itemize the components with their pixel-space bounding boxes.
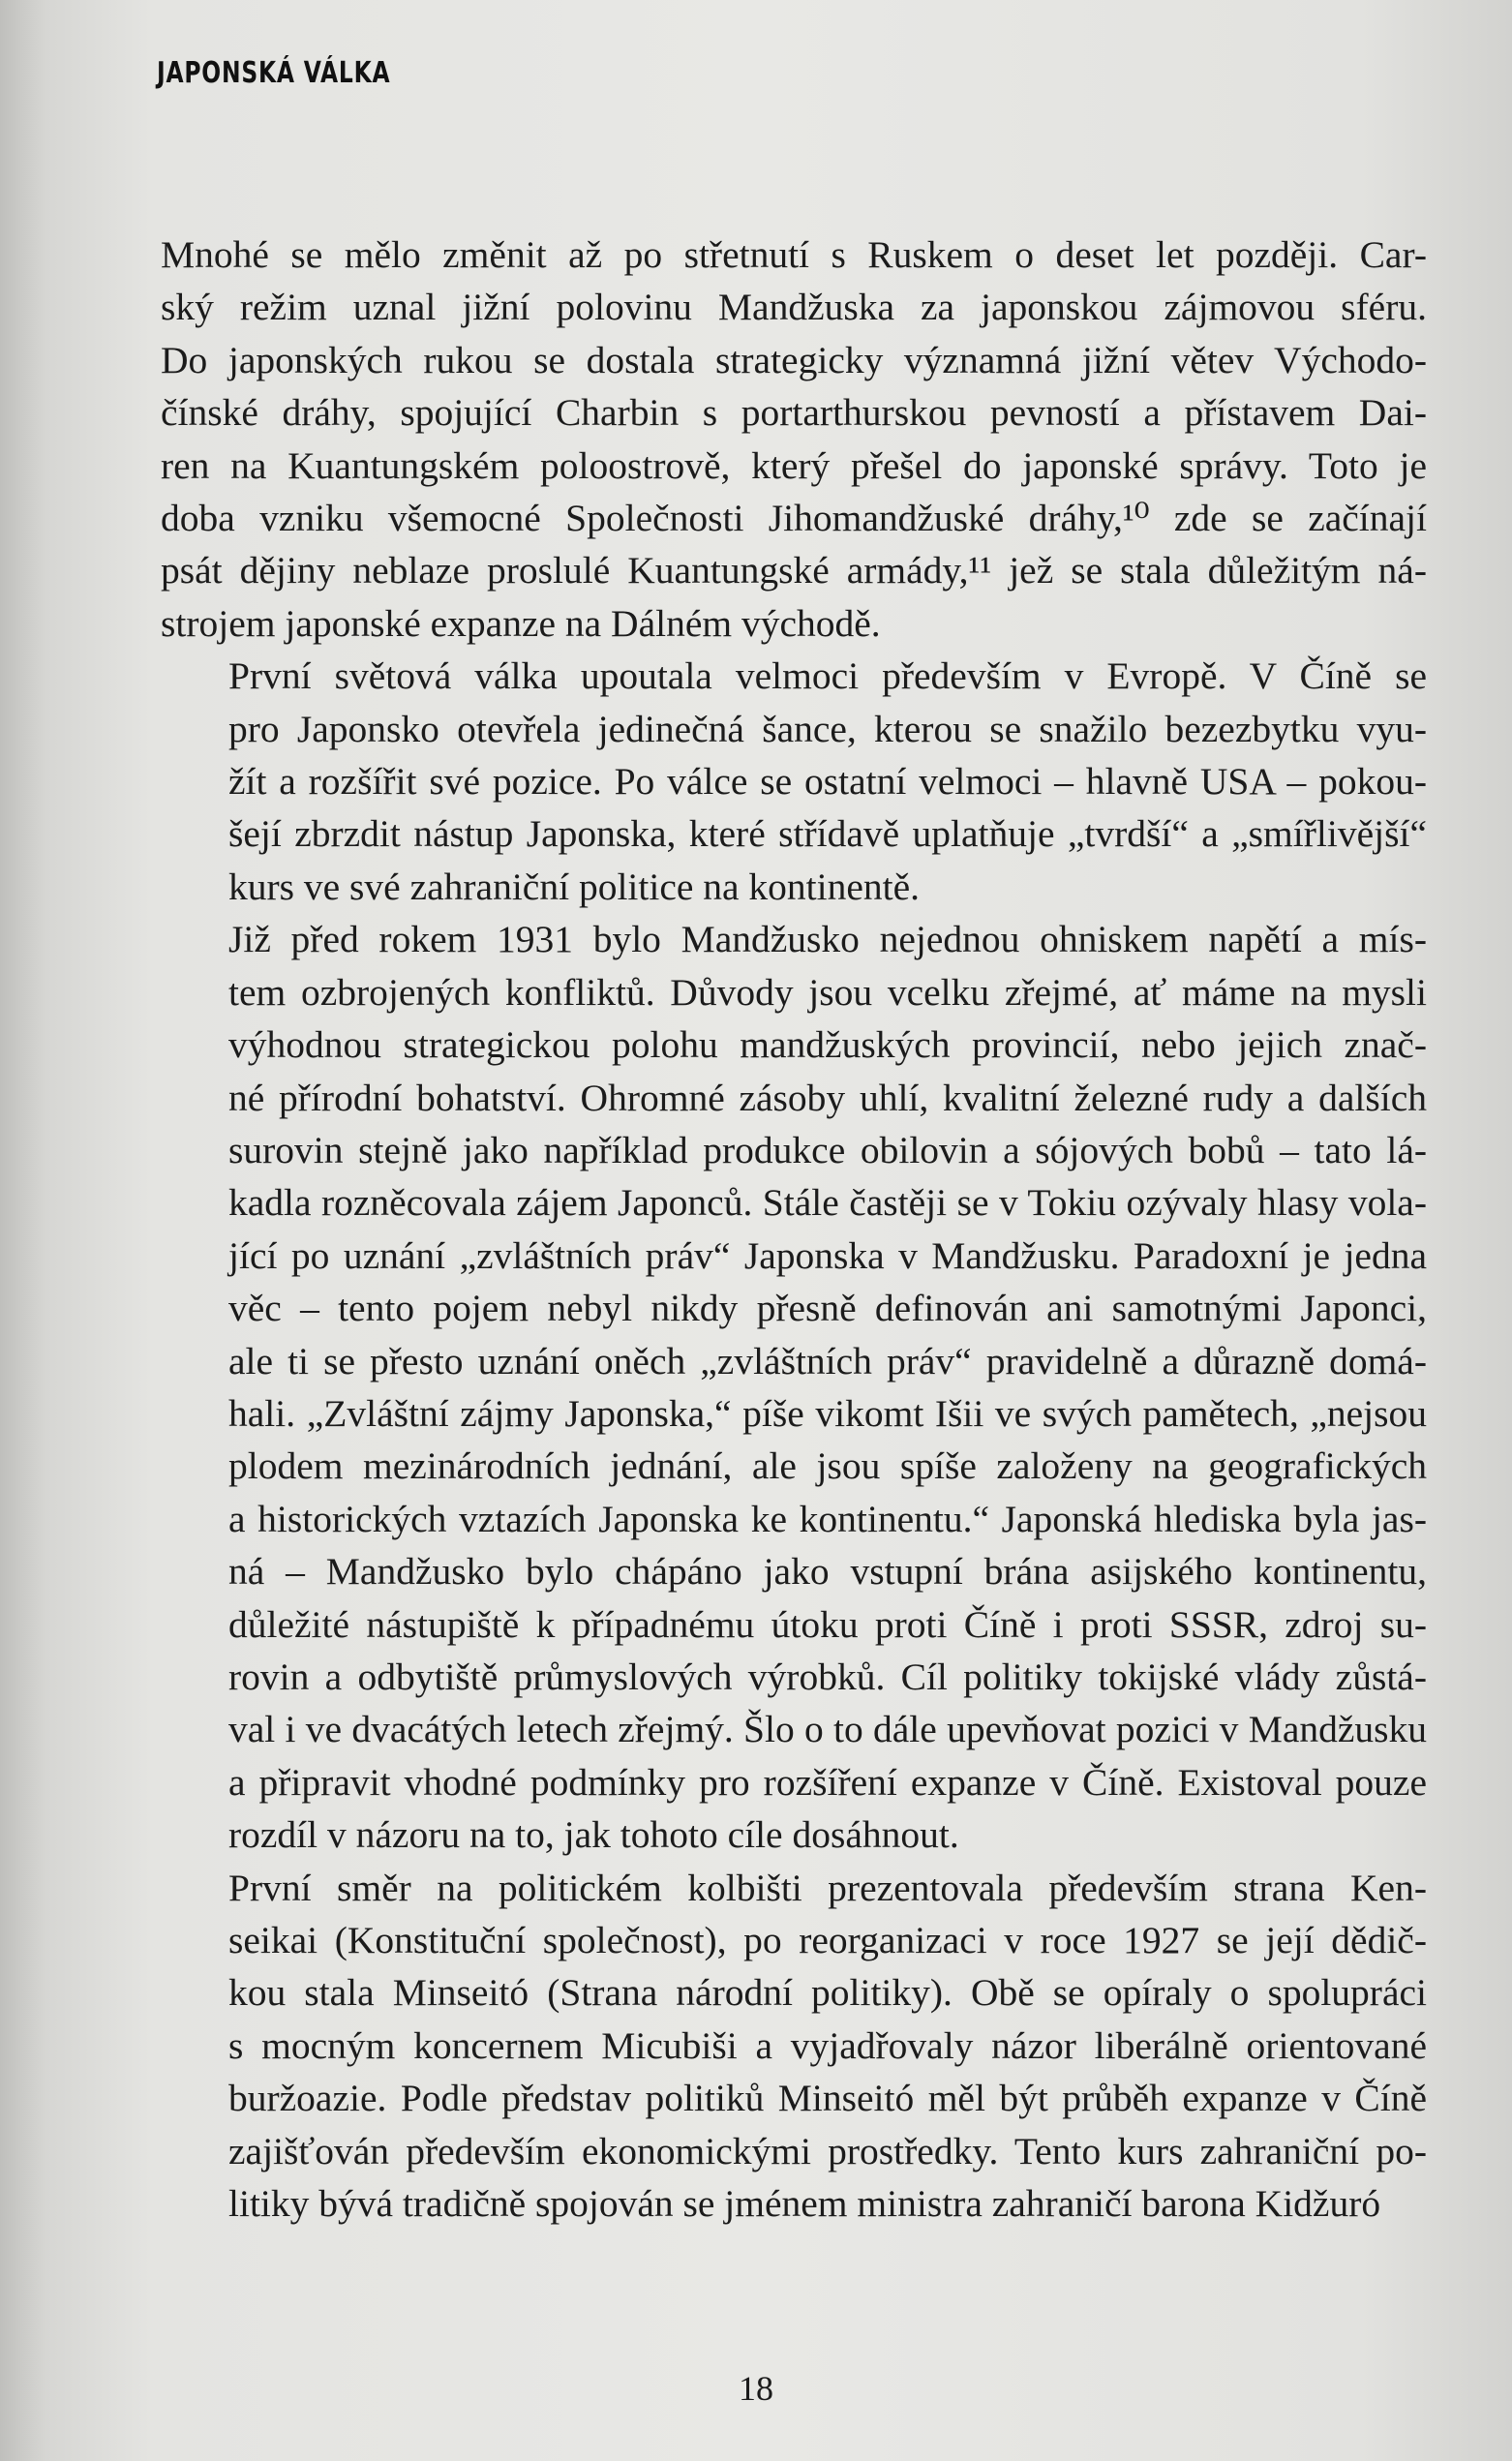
paragraph <box>161 913 1427 1861</box>
text-line: plodem mezinárodních jednání, ale jsou spíše založeny na geografických <box>228 1444 1427 1488</box>
text-line: Již před rokem 1931 bylo Mandžusko nejednou ohniskem napětí a mís- <box>228 918 1427 961</box>
text-line: a historických vztazích Japonska ke kontinentu.“ Japonská hlediska byla jas- <box>228 1497 1427 1540</box>
text-line: rovin a odbytiště průmyslových výrobků. Cíl politiky tokijské vlády zůstá- <box>228 1655 1427 1698</box>
text-line: ná – Mandžusko bylo chápáno jako vstupní brána asijského kontinentu, <box>228 1550 1427 1594</box>
text-line: kou stala Minseitó (Strana národní politiky). Obě se opíraly o spolupráci <box>228 1971 1427 2015</box>
paragraph <box>161 228 1427 650</box>
text-line: doba vzniku všemocné Společnosti Jihomandžuské dráhy,¹⁰ zde se začínají <box>161 497 1427 540</box>
text-line: né přírodní bohatství. Ohromné zásoby uhlí, kvalitní železné rudy a dalších <box>228 1076 1427 1119</box>
text-line: rozdíl v názoru na to, jak tohoto cíle dosáhnout. <box>228 1813 959 1857</box>
text-line: pro Japonsko otevřela jedinečná šance, kterou se snažilo bezezbytku vyu- <box>228 707 1427 750</box>
text-line: kadla rozněcovala zájem Japonců. Stále častěji se v Tokiu ozývaly hlasy vola- <box>228 1181 1427 1225</box>
text-line: buržoazie. Podle představ politiků Minseitó měl být průběh expanze v Číně <box>228 2077 1427 2120</box>
text-line: ren na Kuantungském poloostrově, který přešel do japonské správy. Toto je <box>161 443 1427 487</box>
text-line: strojem japonské expanze na Dálném východě. <box>161 601 881 645</box>
text-line: litiky bývá tradičně spojován se jménem ministra zahraničí barona Kidžuró <box>228 2182 1381 2226</box>
text-line: ský režim uznal jižní polovinu Mandžuska za japonskou zájmovou sféru. <box>161 286 1427 329</box>
text-line: výhodnou strategickou polohu mandžuských provincií, nebo jejich znač- <box>228 1023 1427 1067</box>
text-line: s mocným koncernem Micubiši a vyjadřovaly názor liberálně orientované <box>228 2023 1427 2067</box>
text-line: jící po uznání „zvláštních práv“ Japonska v Mandžusku. Paradoxní je jedna <box>228 1233 1427 1277</box>
text-line: Mnohé se mělo změnit až po střetnutí s Ruskem o deset let později. Car- <box>161 233 1427 276</box>
text-line: a připravit vhodné podmínky pro rozšíření expanze v Číně. Existoval pouze <box>228 1760 1427 1804</box>
text-line: hali. „Zvláštní zájmy Japonska,“ píše vikomt Išii ve svých pamětech, „nejsou <box>228 1391 1427 1435</box>
text-line: žít a rozšířit své pozice. Po válce se ostatní velmoci – hlavně USA – pokou- <box>228 760 1427 804</box>
text-line: kurs ve své zahraniční politice na kontinentě. <box>228 865 921 908</box>
text-line: věc – tento pojem nebyl nikdy přesně definován ani samotnými Japonci, <box>228 1287 1427 1330</box>
paragraph <box>161 650 1427 913</box>
page-number: 18 <box>739 2369 773 2408</box>
text-line: Do japonských rukou se dostala strategicky významná jižní větev Východo- <box>161 338 1427 381</box>
text-line: psát dějiny neblaze proslulé Kuantungské armády,¹¹ jež se stala důležitým ná- <box>161 549 1427 592</box>
text-line: První směr na politickém kolbišti prezentovala především strana Ken- <box>228 1866 1427 1909</box>
text-line: důležité nástupiště k případnému útoku proti Číně i proti SSSR, zdroj su- <box>228 1602 1427 1646</box>
text-line: tem ozbrojených konfliktů. Důvody jsou vcelku zřejmé, ať máme na mysli <box>228 970 1427 1014</box>
text-line: surovin stejně jako například produkce obilovin a sójových bobů – tato lá- <box>228 1128 1427 1171</box>
text-line: val i ve dvacátých letech zřejmý. Šlo o to dále upevňovat pozici v Mandžusku <box>228 1708 1427 1751</box>
text-line: První světová válka upoutala velmoci především v Evropě. V Číně se <box>228 654 1427 698</box>
text-line: šejí zbrzdit nástup Japonska, které střídavě uplatňuje „tvrdší“ a „smířlivější“ <box>228 812 1427 856</box>
body-text <box>161 228 1427 2230</box>
text-line: ale ti se přesto uznání oněch „zvláštních práv“ pravidelně a důrazně domá- <box>228 1339 1427 1382</box>
text-line: čínské dráhy, spojující Charbin s portarthurskou pevností a přístavem Dai- <box>161 391 1427 435</box>
running-head: JAPONSKÁ VÁLKA <box>157 56 391 90</box>
text-line: seikai (Konstituční společnost), po reorganizaci v roce 1927 se její dědič- <box>228 1919 1427 1961</box>
paragraph <box>161 1862 1427 2231</box>
text-line: zajišťován především ekonomickými prostředky. Tento kurs zahraniční po- <box>228 2129 1427 2172</box>
